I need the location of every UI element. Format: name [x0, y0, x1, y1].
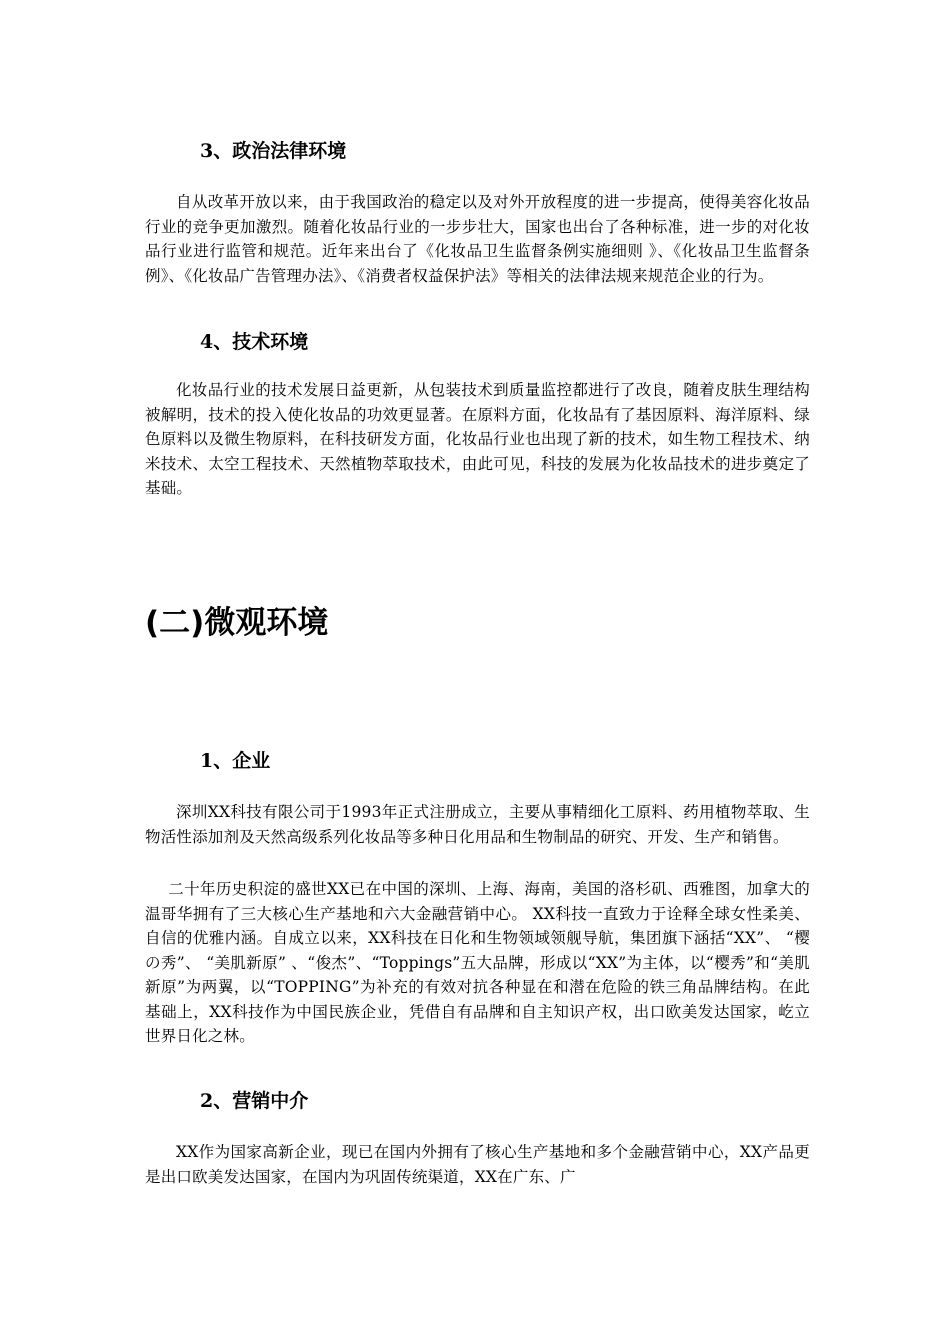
paragraph-text: 深圳XX科技有限公司于1993年正式注册成立，主要从事精细化工原料、药用植物萃取、生物活性添加剂及天然高级系列化妆品等多种日化用品和生物制品的研究、开发、生产和销售。: [145, 803, 810, 846]
paragraph-text: 自从改革开放以来，由于我国政治的稳定以及对外开放程度的进一步提高，使得美容化妆品行业的竞争更加激烈。随着化妆品行业的一步步壮大，国家也出台了各种标准，进一步的对化妆品行业进行监管和规范。近年来出台了《化妆品卫生监督条例实施细则 》、《化妆品卫生监督条例》、《化妆品广告管理办法》、《消费者权益保护法》等相关的法律法规来规范企业的行为。: [145, 193, 810, 285]
paragraph-enterprise-1: [145, 800, 810, 849]
paragraph-enterprise-2: [145, 877, 810, 1049]
paragraph-text: 二十年历史积淀的盛世XX已在中国的深圳、上海、海南，美国的洛杉矶、西雅图，加拿大的温哥华拥有了三大核心生产基地和六大金融营销中心。 XX科技一直致力于诠释全球女性柔美、自信的优雅内涵。自成立以来，XX科技在日化和生物领域领舰导航，集团旗下涵括“XX”、 “樱の秀”、 “美肌新原” 、“俊杰”、“Toppings”五大品牌，形成以“XX”为主体，以“樱秀”和“美肌新原”为两翼，以“TOPPING”为补充的有效对抗各种显在和潜在危险的铁三角品牌结构。在此基础上，XX科技作为中国民族企业，凭借自有品牌和自主知识产权，出口欧美发达国家，屹立世界日化之林。: [145, 880, 810, 1045]
paragraph-technology: [145, 378, 810, 501]
heading-politics-law: 3、政治法律环境: [200, 140, 347, 162]
paragraph-politics-law: [145, 190, 810, 288]
heading-marketing-intermediary: 2、营销中介: [200, 1090, 309, 1112]
heading-micro-environment: (二)微观环境: [145, 605, 329, 641]
heading-enterprise: 1、企业: [200, 750, 271, 772]
paragraph-text: 化妆品行业的技术发展日益更新，从包装技术到质量监控都进行了改良，随着皮肤生理结构被解明，技术的投入使化妆品的功效更显著。在原料方面，化妆品有了基因原料、海洋原料、绿色原料以及微生物原料，在科技研发方面，化妆品行业也出现了新的技术，如生物工程技术、纳米技术、太空工程技术、天然植物萃取技术，由此可见，科技的发展为化妆品技术的进步奠定了基础。: [145, 381, 810, 497]
heading-technology: 4、技术环境: [200, 331, 309, 353]
paragraph-marketing: [145, 1140, 810, 1189]
paragraph-text: XX作为国家高新企业，现已在国内外拥有了核心生产基地和多个金融营销中心，XX产品更是出口欧美发达国家，在国内为巩固传统渠道，XX在广东、广: [145, 1143, 810, 1186]
